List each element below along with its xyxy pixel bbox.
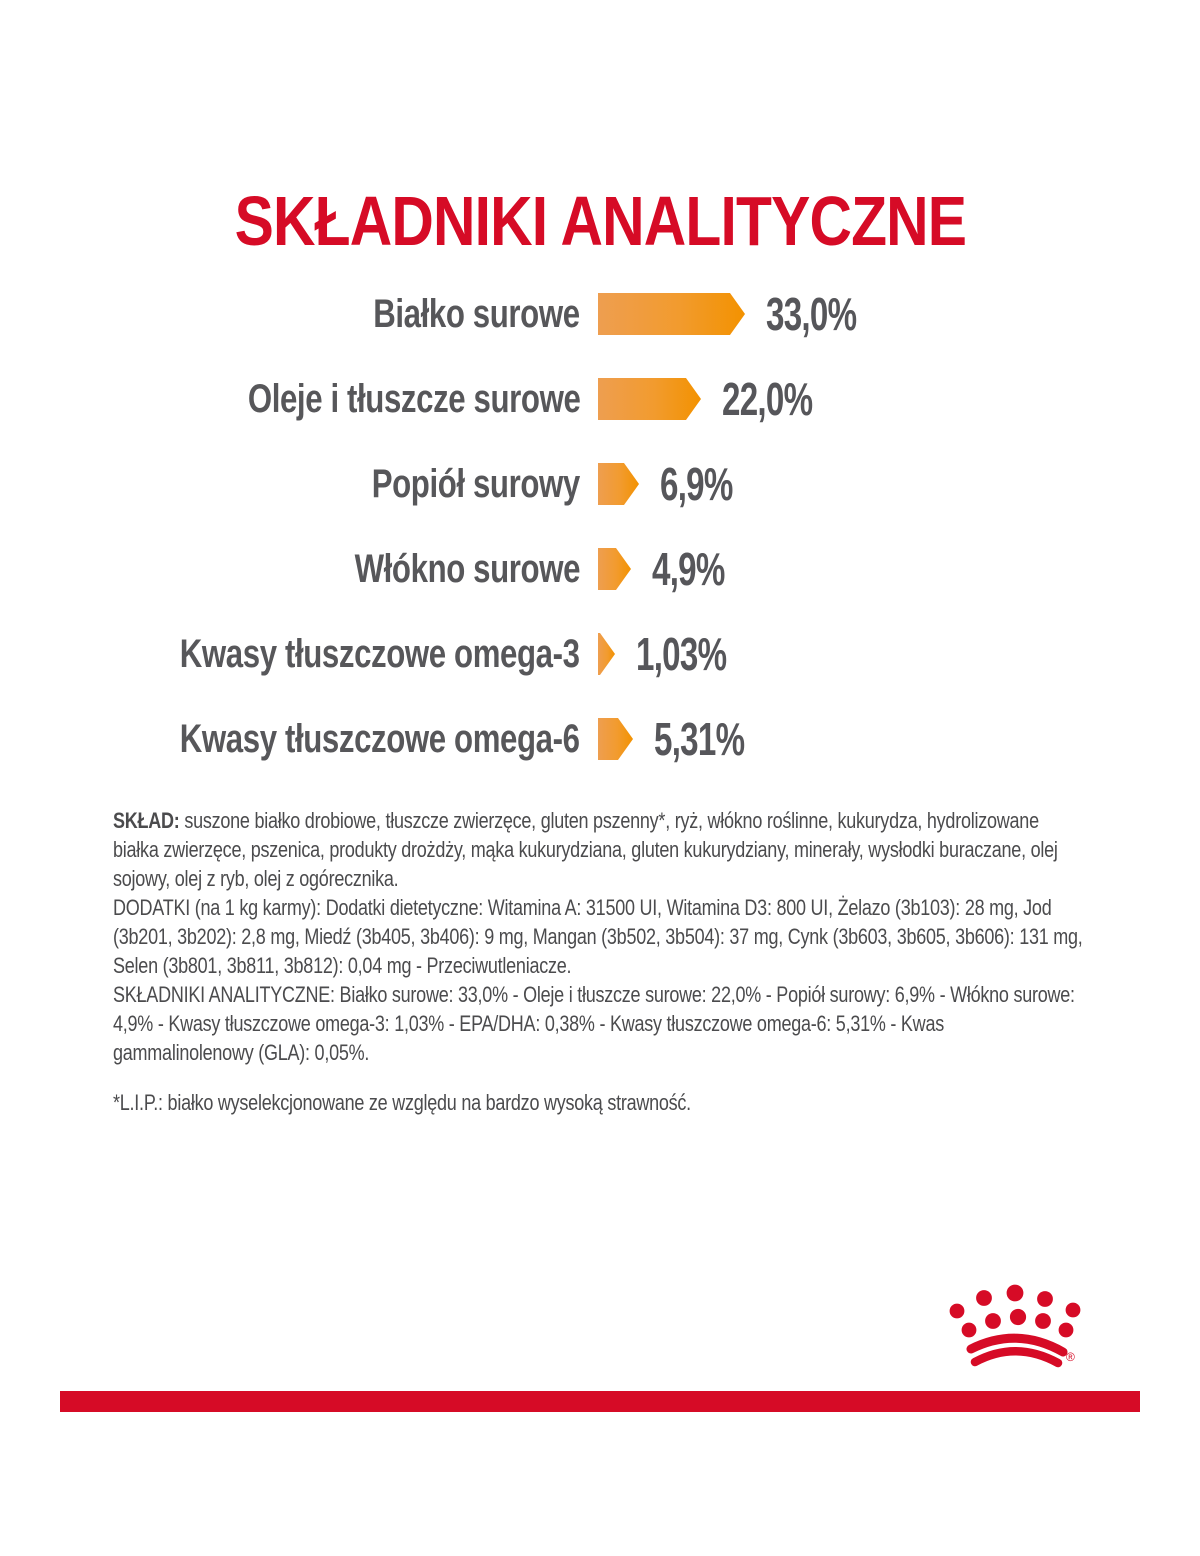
crown-pearls xyxy=(950,1285,1081,1338)
chart-bar xyxy=(598,718,633,760)
chart-row-label-text: Oleje i tłuszcze surowe xyxy=(247,376,580,421)
chart-bar xyxy=(598,633,615,675)
fineprint-block xyxy=(113,806,1086,1117)
chart-row-value xyxy=(654,712,779,766)
chart-bar xyxy=(598,548,631,590)
chart-row xyxy=(0,628,1200,680)
lip-footnote: *L.I.P.: białko wyselekcjonowane ze względu na bardzo wysoką strawność. xyxy=(113,1090,691,1115)
chart-row-value-text: 5,31% xyxy=(654,713,745,765)
chart-row xyxy=(0,543,1200,595)
chart-bar xyxy=(598,293,745,335)
analytical-constituents-paragraph: SKŁADNIKI ANALITYCZNE: Białko surowe: 33,0% - Oleje i tłuszcze surowe: 22,0% - Popiół surowy: 6,9% - Włókno surowe: 4,9% - Kwasy tłuszczowe omega-3: 1,03% - EPA/DHA: 0,38% - Kwasy tłuszczowe omega-6: 5,31% - Kwas gammalinolenowy (GLA): 0,05%. xyxy=(113,982,1075,1065)
chart-row-value-text: 33,0% xyxy=(766,288,857,340)
chart-row xyxy=(0,373,1200,425)
chart-row xyxy=(0,713,1200,765)
crown-bands xyxy=(971,1338,1063,1363)
chart-row-value-text: 6,9% xyxy=(660,458,733,510)
analytical-components-chart xyxy=(0,288,1200,765)
registered-trademark: ® xyxy=(1066,1350,1075,1364)
ingredients-text: suszone białko drobiowe, tłuszcze zwierzęce, gluten pszenny*, ryż, włókno roślinne, kukurydza, hydrolizowane białka zwierzęce, pszenica, produkty drożdży, mąka kukurydziana, gluten kukurydziany, minerały, wysłodki buraczane, olej sojowy, olej z ryb, olej z ogórecznika. xyxy=(113,808,1058,891)
chart-row-label xyxy=(0,377,580,422)
ingredients-paragraph xyxy=(113,806,1086,893)
chart-row xyxy=(0,458,1200,510)
ingredients-label: SKŁAD: xyxy=(113,808,180,833)
chart-row-label xyxy=(0,547,580,592)
chart-row-label-text: Białko surowe xyxy=(373,291,580,336)
page-title-text: SKŁADNIKI ANALITYCZNE xyxy=(234,182,966,260)
chart-row-value xyxy=(652,542,753,596)
chart-row-value-text: 4,9% xyxy=(652,543,725,595)
chart-bar xyxy=(598,378,701,420)
chart-row-value-text: 1,03% xyxy=(636,628,727,680)
chart-row-label-text: Włókno surowe xyxy=(354,546,580,591)
chart-row-label-text: Kwasy tłuszczowe omega-3 xyxy=(180,631,580,676)
chart-row-value-text: 22,0% xyxy=(722,373,813,425)
royal-canin-crown-logo xyxy=(944,1278,1094,1378)
chart-row-value xyxy=(660,457,761,511)
chart-row-label xyxy=(0,462,580,507)
chart-row-label-text: Popiół surowy xyxy=(371,461,580,506)
chart-bar xyxy=(598,463,639,505)
chart-row-label xyxy=(0,632,580,677)
chart-row-label-text: Kwasy tłuszczowe omega-6 xyxy=(180,716,580,761)
chart-row xyxy=(0,288,1200,340)
page-title xyxy=(0,184,1200,258)
chart-row-label xyxy=(0,292,580,337)
chart-row-label xyxy=(0,717,580,762)
additives-paragraph: DODATKI (na 1 kg karmy): Dodatki dietetyczne: Witamina A: 31500 UI, Witamina D3: 800 UI, Żelazo (3b103): 28 mg, Jod (3b201, 3b202): 2,8 mg, Miedź (3b405, 3b406): 9 mg, Mangan (3b502, 3b504): 37 mg, Cynk (3b603, 3b605, 3b606): 131 mg, Selen (3b801, 3b811, 3b812): 0,04 mg - Przeciwutleniacze. xyxy=(113,895,1083,978)
chart-row-value xyxy=(636,627,761,681)
bottom-red-bar xyxy=(60,1391,1140,1412)
chart-row-value xyxy=(722,372,847,426)
chart-row-value xyxy=(766,287,891,341)
